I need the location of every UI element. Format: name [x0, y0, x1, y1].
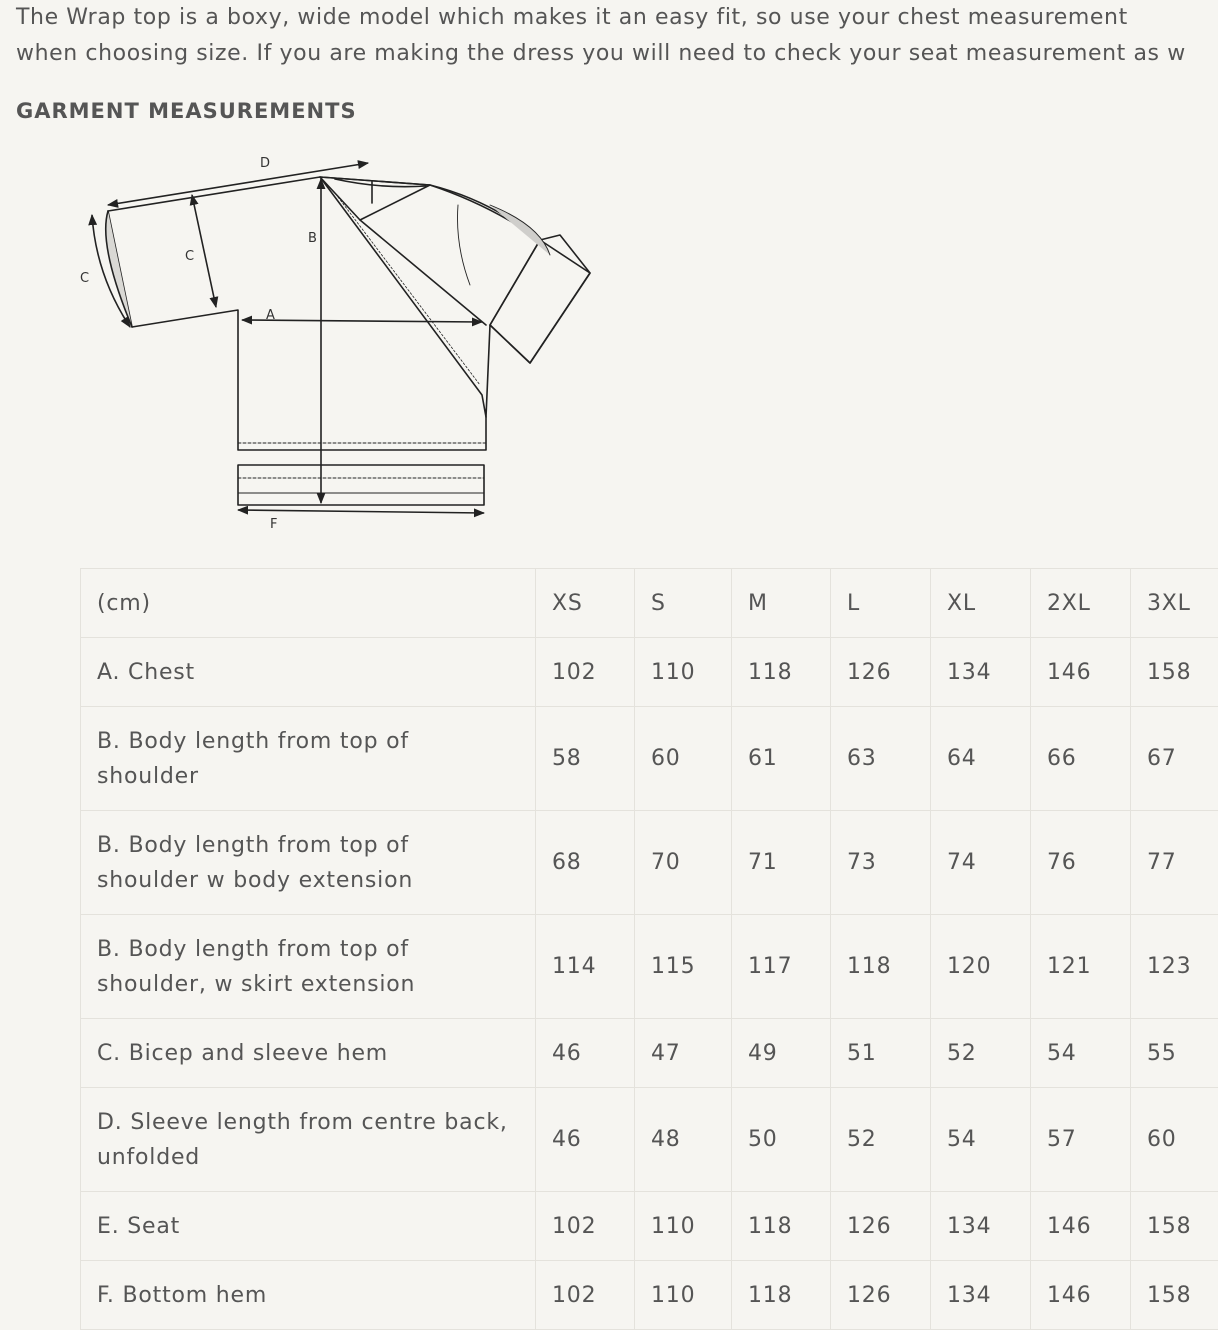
right-sleeve: [430, 185, 540, 325]
cell-value: 50: [732, 1088, 831, 1192]
garment-outline: [108, 177, 590, 450]
cell-value: 146: [1031, 1192, 1131, 1261]
label-d: D: [260, 156, 270, 171]
size-header: 2XL: [1031, 569, 1131, 638]
cell-value: 74: [931, 811, 1031, 915]
row-label-line: B. Body length from top of: [97, 833, 409, 858]
row-label-line: B. Body length from top of: [97, 729, 409, 754]
cell-value: 115: [635, 915, 732, 1019]
cell-value: 71: [732, 811, 831, 915]
row-label: [81, 811, 536, 915]
arrow-d: [108, 163, 368, 205]
cell-value: 64: [931, 707, 1031, 811]
row-label: [81, 707, 536, 811]
cell-value: 49: [732, 1019, 831, 1088]
table-row: [81, 638, 1218, 707]
cell-value: 66: [1031, 707, 1131, 811]
table-row: [81, 915, 1218, 1019]
back-neck-band: [335, 179, 426, 187]
table-row: [81, 811, 1218, 915]
row-label-line: B. Body length from top of: [97, 937, 409, 962]
table-row: [81, 1088, 1218, 1192]
cell-value: 110: [635, 1261, 732, 1330]
cell-value: 55: [1131, 1019, 1218, 1088]
cell-value: 134: [931, 638, 1031, 707]
row-label-line: D. Sleeve length from centre back,: [97, 1110, 508, 1135]
cell-value: 60: [1131, 1088, 1218, 1192]
cell-value: 134: [931, 1192, 1031, 1261]
cell-value: 54: [1031, 1019, 1131, 1088]
row-label-line: shoulder w body extension: [97, 868, 413, 893]
cell-value: 158: [1131, 638, 1218, 707]
cell-value: 102: [536, 1261, 635, 1330]
cell-value: 110: [635, 1192, 732, 1261]
size-header: XL: [931, 569, 1031, 638]
row-label: E. Seat: [81, 1192, 536, 1261]
label-c-outer: C: [80, 271, 89, 286]
cell-value: 46: [536, 1088, 635, 1192]
table-row: [81, 707, 1218, 811]
cell-value: 158: [1131, 1192, 1218, 1261]
row-label: [81, 1088, 536, 1192]
cell-value: 117: [732, 915, 831, 1019]
cell-value: 118: [732, 1192, 831, 1261]
cell-value: 48: [635, 1088, 732, 1192]
garment-diagram: [70, 145, 610, 545]
cell-value: 63: [831, 707, 931, 811]
table-header-row: [81, 569, 1218, 638]
intro-paragraph: [16, 0, 1218, 72]
table-row: [81, 1019, 1218, 1088]
measurement-table-container: [80, 568, 1218, 1330]
cell-value: 51: [831, 1019, 931, 1088]
cell-value: 120: [931, 915, 1031, 1019]
cell-value: 126: [831, 638, 931, 707]
cell-value: 67: [1131, 707, 1218, 811]
cell-value: 126: [831, 1261, 931, 1330]
cell-value: 68: [536, 811, 635, 915]
cell-value: 123: [1131, 915, 1218, 1019]
cell-value: 158: [1131, 1261, 1218, 1330]
label-a: A: [266, 308, 275, 323]
cell-value: 118: [732, 638, 831, 707]
cell-value: 52: [931, 1019, 1031, 1088]
cell-value: 76: [1031, 811, 1131, 915]
cell-value: 57: [1031, 1088, 1131, 1192]
body-extension: [238, 465, 484, 505]
size-header: 3XL: [1131, 569, 1218, 638]
row-label-line: shoulder: [97, 764, 199, 789]
cell-value: 118: [732, 1261, 831, 1330]
arrow-c-inner: [192, 195, 216, 307]
table-row: [81, 1192, 1218, 1261]
cell-value: 110: [635, 638, 732, 707]
cell-value: 54: [931, 1088, 1031, 1192]
row-label: F. Bottom hem: [81, 1261, 536, 1330]
row-label-line: shoulder, w skirt extension: [97, 972, 415, 997]
label-f: F: [270, 517, 277, 532]
cell-value: 118: [831, 915, 931, 1019]
cell-value: 73: [831, 811, 931, 915]
arrow-f: [238, 510, 484, 513]
unit-header: (cm): [81, 569, 536, 638]
cell-value: 77: [1131, 811, 1218, 915]
size-header: L: [831, 569, 931, 638]
intro-line-2: when choosing size. If you are making the dress you will need to check your seat measurement as w: [16, 36, 1218, 72]
row-label: A. Chest: [81, 638, 536, 707]
arrow-a: [242, 320, 482, 322]
table-row: [81, 1261, 1218, 1330]
size-header: S: [635, 569, 732, 638]
cell-value: 70: [635, 811, 732, 915]
cell-value: 52: [831, 1088, 931, 1192]
intro-line-1: The Wrap top is a boxy, wide model which makes it an easy fit, so use your chest measurement: [16, 0, 1218, 36]
cell-value: 146: [1031, 638, 1131, 707]
garment-illustration: [70, 145, 610, 545]
cell-value: 102: [536, 638, 635, 707]
cell-value: 134: [931, 1261, 1031, 1330]
row-label-line: unfolded: [97, 1145, 200, 1170]
cell-value: 47: [635, 1019, 732, 1088]
cell-value: 46: [536, 1019, 635, 1088]
row-label: [81, 915, 536, 1019]
row-label: C. Bicep and sleeve hem: [81, 1019, 536, 1088]
cell-value: 58: [536, 707, 635, 811]
measurement-table: [80, 568, 1218, 1330]
label-b: B: [308, 231, 317, 246]
cell-value: 61: [732, 707, 831, 811]
cell-value: 102: [536, 1192, 635, 1261]
cell-value: 146: [1031, 1261, 1131, 1330]
section-heading: GARMENT MEASUREMENTS: [16, 96, 357, 126]
wrap-front-edge: [320, 177, 486, 417]
cell-value: 126: [831, 1192, 931, 1261]
size-header: XS: [536, 569, 635, 638]
cell-value: 60: [635, 707, 732, 811]
label-c-inner: C: [185, 249, 194, 264]
cell-value: 121: [1031, 915, 1131, 1019]
size-header: M: [732, 569, 831, 638]
cell-value: 114: [536, 915, 635, 1019]
